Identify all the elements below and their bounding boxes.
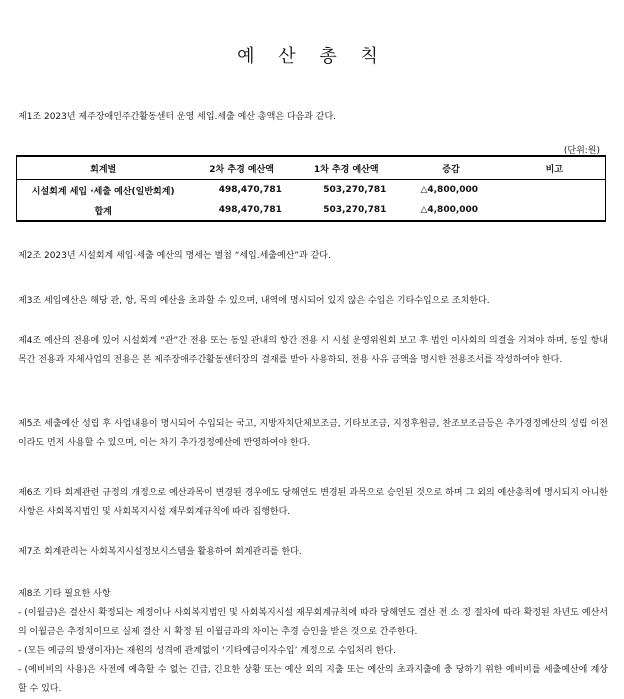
- article-2: 제2조 2023년 시설회계 세입·세출 예산의 명세는 별첨 “세입.세출예산”과 같다.: [18, 251, 331, 261]
- article-3: 제3조 세입예산은 해당 관, 항, 목의 예산을 초과할 수 있으며, 내역에 명시되어 있지 않은 수입은 기타수입으로 조치한다.: [18, 296, 490, 306]
- table-cell: 시설회계 세입 ·세출 예산(일반회계): [31, 186, 175, 197]
- table-cell: [504, 200, 606, 221]
- table-row: [17, 180, 606, 201]
- table-header-cell: 회계별: [17, 156, 190, 180]
- budget-table: [16, 155, 606, 222]
- article-4: 제4조 예산의 전용에 있어 시설회계 “관”간 전용 또는 동일 관내의 항간 전용 시 시설 운영위원회 보고 후 법인 이사회의 의결을 거쳐야 하며, 동일 항내 목간 전용과 자체사업의 전용은 본 제주장애주간활동센터장의 결재를 받아 사용하되, 전용 사유 금액을 명시한 전용조서를 작성하여야 한다.: [18, 336, 608, 365]
- table-cell: △4,800,000: [420, 185, 479, 195]
- table-cell: △4,800,000: [420, 205, 479, 215]
- table-cell: 498,470,781: [218, 185, 282, 195]
- table-cell: 503,270,781: [323, 185, 387, 195]
- table-header-cell: 1차 추경 예산액: [294, 156, 399, 180]
- table-cell: [504, 180, 606, 201]
- article-8: [18, 585, 608, 699]
- article-6: 제6조 기타 회계관련 규정의 개정으로 예산과목이 변경된 경우에도 당해연도 변경된 과목으로 승인된 것으로 하며 그 외의 예산총칙에 명시되지 아니한 사항은 사회복지법인 및 사회복지시설 재무회계규칙에 따라 집행한다.: [18, 488, 608, 517]
- table-header-cell: 비고: [504, 156, 606, 180]
- table-header-cell: 증감: [398, 156, 503, 180]
- table-header-cell: 2차 추경 예산액: [189, 156, 294, 180]
- article-8-item: - (예비비의 사용)은 사전에 예측할 수 없는 긴급, 긴요한 상황 또는 예산 외의 지출 또는 예산의 초과지출에 충 당하기 위한 예비비를 세출예산에 계상 할 수 있다.: [18, 665, 608, 694]
- article-8-item: - (모든 예금의 발생이자)는 재원의 성격에 관계없이 ‘기타예금이자수입’ 계정으로 수입처리 한다.: [18, 646, 396, 656]
- table-header-row: [17, 156, 606, 180]
- unit-label: (단위:원): [563, 146, 600, 156]
- table-cell: 합계: [94, 206, 112, 217]
- table-cell: 498,470,781: [218, 205, 282, 215]
- article-8-item: - (이월금)은 결산시 확정되는 계정이나 사회복지법인 및 사회복지시설 재무회계규칙에 따라 당해연도 결산 전 소 정 절차에 따라 확정된 차년도 예산서의 이월금은 추정치이므로 실제 결산 시 확정 된 이월금과의 차이는 추경 승인을 받은 것으로 간주한다.: [18, 608, 608, 637]
- article-1: 제1조 2023년 제주장애인주간활동센터 운영 세입.세출 예산 총액은 다음과 같다.: [18, 112, 337, 122]
- article-8-heading: 제8조 기타 필요한 사항: [18, 589, 111, 599]
- article-5: 제5조 세출예산 성립 후 사업내용이 명시되어 수입되는 국고, 지방자치단체보조금, 기타보조금, 지정후원금, 찬조보조금등은 추가경정예산의 성립 이전이라도 먼저 사용할 수 있으며, 이는 차기 추가경정예산에 반영하여야 한다.: [18, 419, 608, 448]
- document-title: 예 산 총 칙: [237, 46, 387, 67]
- table-row: [17, 200, 606, 221]
- table-cell: 503,270,781: [323, 205, 387, 215]
- article-7: 제7조 회계관리는 사회복지시설정보시스템을 활용하여 회계관리를 한다.: [18, 547, 302, 557]
